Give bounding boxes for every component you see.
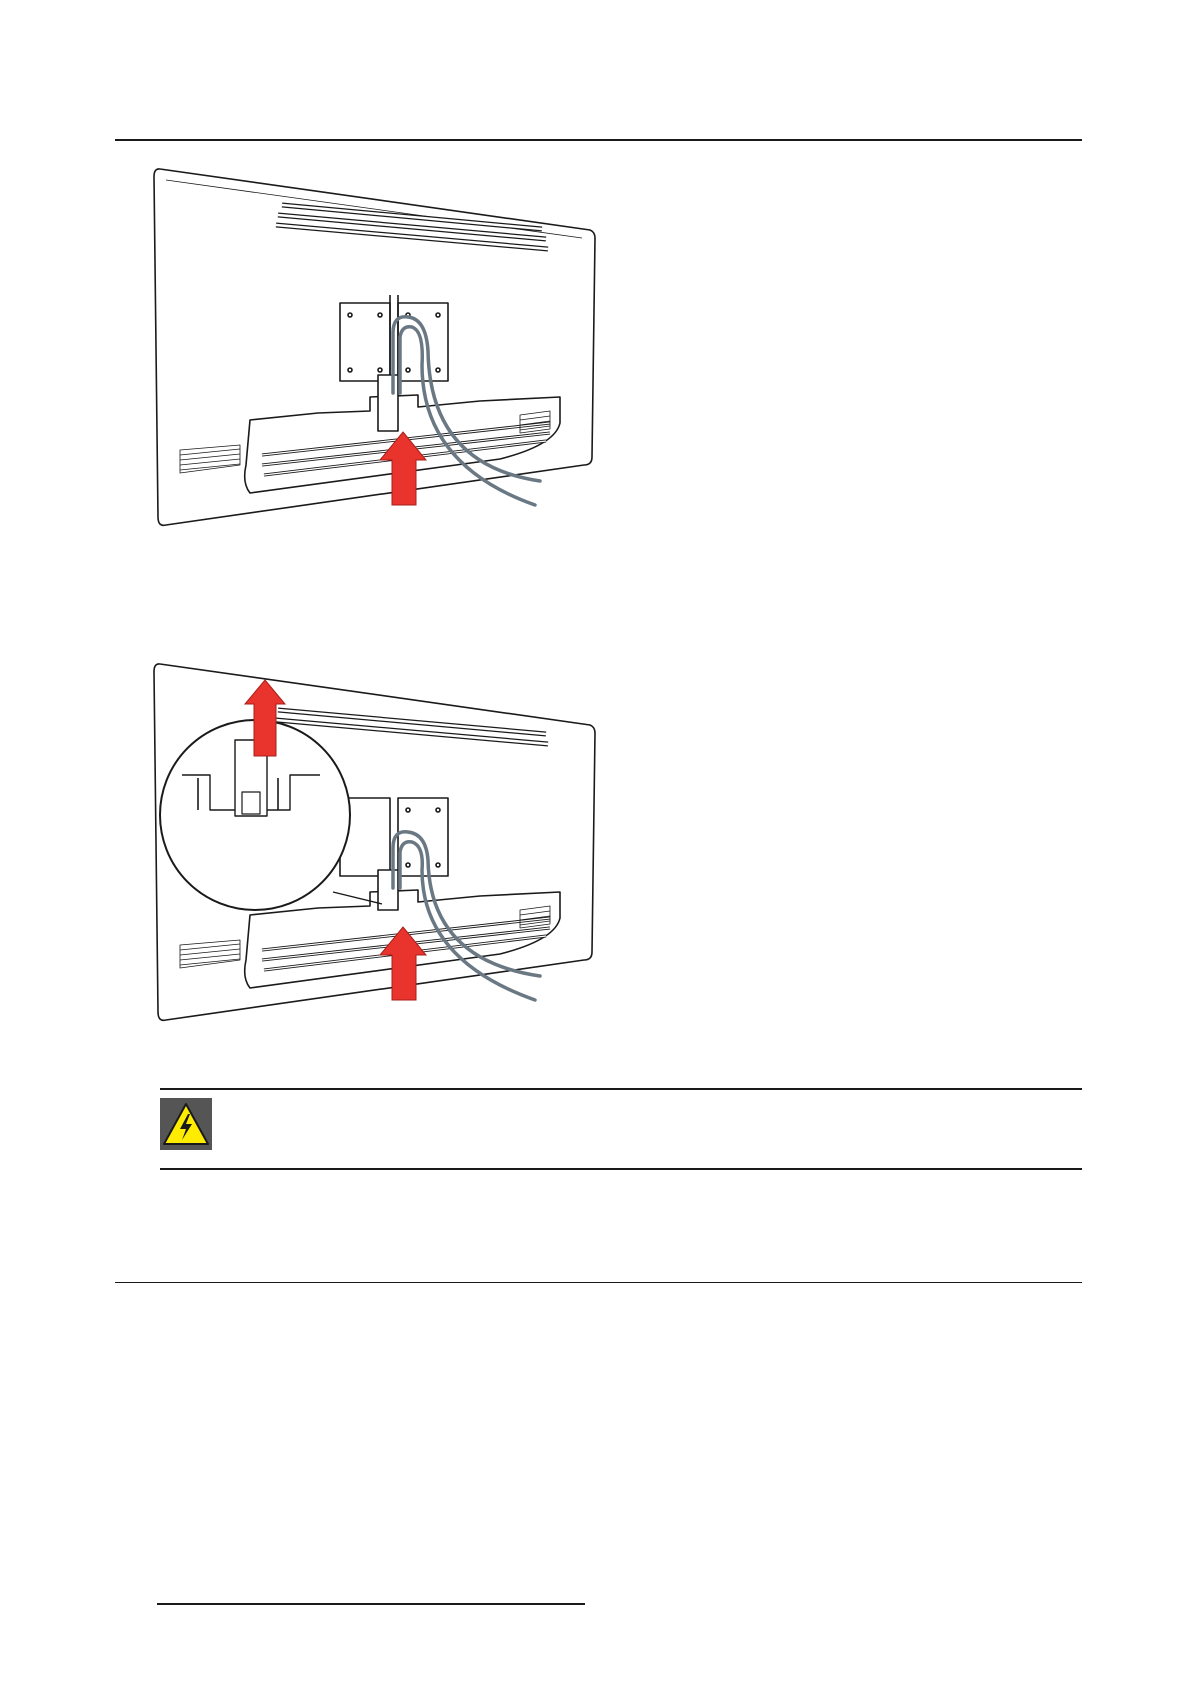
figure-1-display-back-cable-cover: [150, 165, 600, 565]
figure-2-cable-clip-detail: [150, 660, 600, 1060]
header-rule: [115, 139, 1082, 141]
electrical-hazard-icon: [160, 1098, 212, 1150]
warning-bottom-rule: [160, 1168, 1082, 1170]
footnote-rule: [157, 1603, 585, 1605]
section-rule: [115, 1282, 1082, 1283]
warning-top-rule: [160, 1088, 1082, 1090]
